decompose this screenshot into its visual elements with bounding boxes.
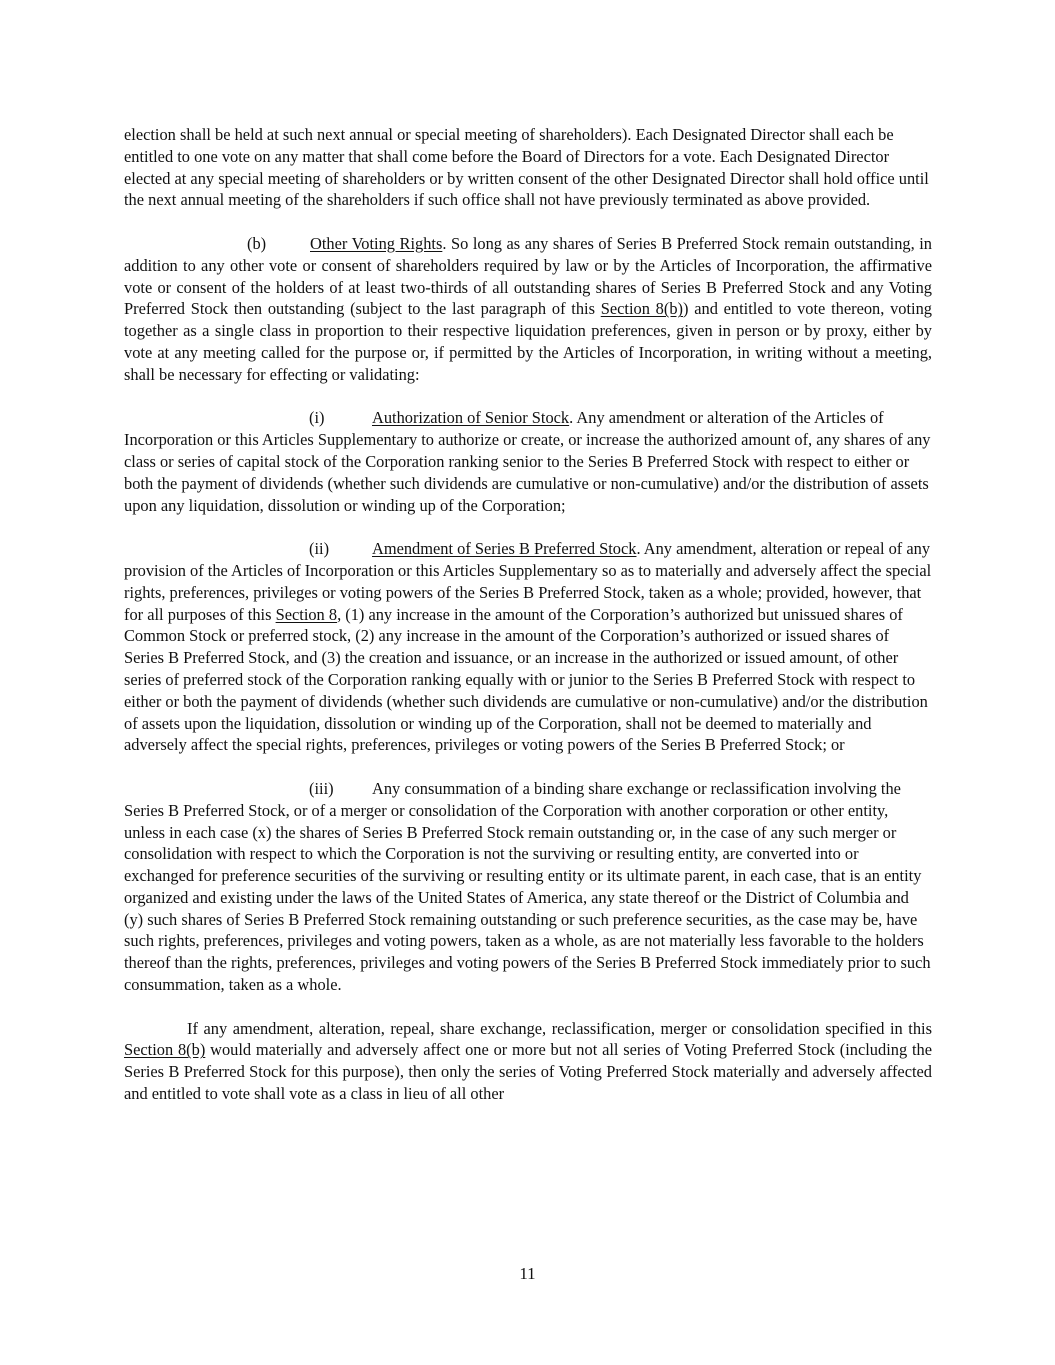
document-page	[124, 124, 932, 1127]
item-ii-heading: Amendment of Series B Preferred Stock	[372, 539, 637, 559]
page-number: 11	[519, 1264, 536, 1283]
intro-text: election shall be held at such next annual or special meeting of shareholders). Each Designated Director shall each be entitled to one vote on any matter that shall come before the Board of Directors for a vote. Each Designated Director elected at any special meeting of shareholders or by written consent of the other Designated Director shall hold office until the next annual meeting of the shareholders if such office shall not have previously terminated as above provided.	[124, 125, 929, 210]
item-iii-number: (iii)	[309, 778, 334, 798]
intro-paragraph	[124, 124, 932, 211]
section-b-heading: Other Voting Rights	[310, 233, 443, 253]
item-ii-reference: Section 8	[275, 604, 338, 624]
section-b-number: (b)	[247, 233, 267, 253]
item-i-heading: Authorization of Senior Stock	[372, 408, 570, 428]
section-b-text-2: ) and entitled to vote thereon, voting together as a single class in proportion to their respective liquidation preferences, given in person or by proxy, either by vote at any meeting called for the purpose or, if permitted by the Articles of Incorporation, in writing without a meeting, shall be necessary for effecting or validating:	[124, 299, 932, 384]
item-i-number: (i)	[309, 408, 325, 428]
item-ii-paragraph	[124, 538, 932, 756]
section-b-reference: Section 8(b)	[600, 299, 683, 319]
closing-text-1: If any amendment, alteration, repeal, share exchange, reclassification, merger or consolidation specified in this	[187, 1018, 932, 1038]
item-ii-text-1: . Any amendment, alteration or repeal of any provision of the Articles of Incorporation or this Articles Supplementary so as to materially and adversely affect the special rights, preferences, privileges or voting powers of the Series B Preferred Stock, taken as a whole; provided, however, that for all purposes of this	[124, 539, 932, 624]
section-b-paragraph	[124, 233, 932, 386]
item-ii-number: (ii)	[309, 539, 330, 559]
closing-reference: Section 8(b)	[124, 1040, 206, 1060]
item-i-paragraph	[124, 407, 932, 516]
closing-text-2: would materially and adversely affect one or more but not all series of Voting Preferred Stock (including the Series B Preferred Stock for this purpose), then only the series of Voting Preferred Stock materially and adversely affected and entitled to vote shall vote as a class in lieu of all other	[124, 1040, 932, 1104]
closing-paragraph	[124, 1018, 932, 1105]
item-i-text: . Any amendment or alteration of the Articles of Incorporation or this Articles Supplementary to authorize or create, or increase the authorized amount of, any shares of any class or series of capital stock of the Corporation ranking senior to the Series B Preferred Stock with respect to either or both the payment of dividends (whether such dividends are cumulative or non-cumulative) and/or the distribution of assets upon any liquidation, dissolution or winding up of the Corporation;	[124, 408, 931, 515]
section-b-text-1: . So long as any shares of Series B Preferred Stock remain outstanding, in addition to any other vote or consent of shareholders required by law or by the Articles of Incorporation, the affirmative vote or consent of the holders of at least two-thirds of all outstanding shares of Series B Preferred Stock and any Voting Preferred Stock then outstanding (subject to the last paragraph of this	[124, 233, 932, 319]
item-iii-paragraph	[124, 778, 932, 996]
item-ii-text-2: , (1) any increase in the amount of the Corporation’s authorized but unissued shares of Common Stock or preferred stock, (2) any increase in the amount of the Corporation’s authorized or issued shares of Series B Preferred Stock, and (3) the creation and issuance, or an increase in the authorized or issued amount, of other series of preferred stock of the Corporation ranking equally with or junior to the Series B Preferred Stock with respect to either or both the payment of dividends (whether such dividends are cumulative or non-cumulative) and/or the distribution of assets upon the liquidation, dissolution or winding up of the Corporation, shall not be deemed to materially and adversely affect the special rights, preferences, privileges or voting powers of the Series B Preferred Stock; or	[124, 604, 928, 755]
item-iii-text: Any consummation of a binding share exchange or reclassification involving the Series B Preferred Stock, or of a merger or consolidation of the Corporation with another corporation or other entity, unless in each case (x) the shares of Series B Preferred Stock remain outstanding or, in the case of any such merger or consolidation with respect to which the Corporation is not the surviving or resulting entity, are converted into or exchanged for preference securities of the surviving or resulting entity or its ultimate parent, in each case, that is an entity organized and existing under the laws of the United States of America, any state thereof or the District of Columbia and (y) such shares of Series B Preferred Stock remaining outstanding or such preference securities, as the case may be, have such rights, preferences, privileges and voting powers, taken as a whole, as are not materially less favorable to the holders thereof than the rights, preferences, privileges and voting powers of the Series B Preferred Stock immediately prior to such consummation, taken as a whole.	[124, 778, 931, 995]
